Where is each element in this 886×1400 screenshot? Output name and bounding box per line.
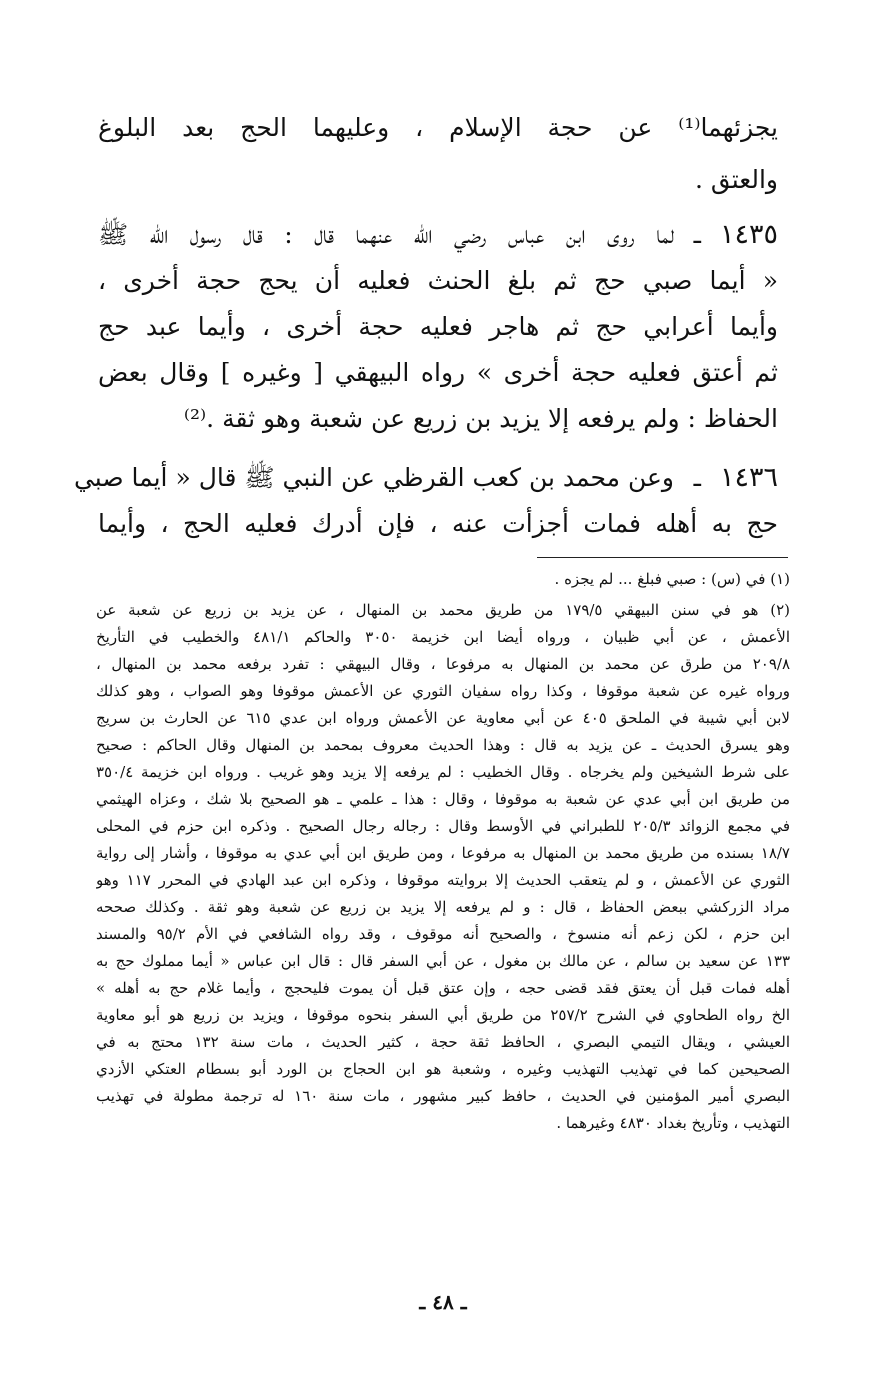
main-text-line: يجزئهما⁽¹⁾ عن حجة الإسلام ، وعليهما الحج بعد البلوغ bbox=[98, 113, 778, 142]
footnote-line: على شرط الشيخين ولم يخرجاه . وقال الخطيب : لم يرفعه إلا يزيد وهو غريب . ورواه ابن خزيمة ٣٥٠/٤ bbox=[96, 763, 790, 781]
footnote-line: (١) في (س) : صبي فبلغ ... لم يجزه . bbox=[554, 570, 790, 588]
footnote-line: الثوري عن الأعمش ، و لم يتعقب الحديث إلا بروايته موقوفا ، وذكره ابن عبد الهادي في المحرر ١١٧ وهو bbox=[96, 871, 790, 889]
hadith-1435-line: ثم أعتق فعليه حجة أخرى » رواه البيهقي [ وغيره ] وقال بعض bbox=[98, 358, 778, 387]
footnote-line: ابن حزم ، لكن زعم أنه منسوخ ، والصحيح أنه موقوف ، وقد رواه الشافعي في الأم ٩٥/٢ والمسند bbox=[96, 925, 790, 943]
footnote-line: لابن أبي شيبة في الملحق ٤٠٥ عن أبي معاوية عن الأعمش ورواه ابن عدي ٦١٥ عن الحارث بن سريج bbox=[96, 709, 790, 727]
footnote-line: من طريق ابن أبي عدي عن شعبة به موقوفا ، وقال : هذا ـ علمي ـ هو الصحيح بلا شك ، وعزاه الهيثمي bbox=[96, 790, 790, 808]
footnote-line: ٢٠٩/٨ من طرق عن محمد بن المنهال به مرفوعا ، وقال البيهقي : تفرد برفعه محمد بن المنهال ، bbox=[96, 655, 790, 673]
footnote-line: (٢) هو في سنن البيهقي ١٧٩/٥ من طريق محمد بن المنهال ، عن يزيد بن زريع عن شعبة عن bbox=[96, 601, 790, 619]
hadith-number-1435: ١٤٣٥ bbox=[719, 219, 778, 250]
footnote-line: الصحيحين كما في تهذيب التهذيب وغيره ، وشعبة هو ابن الحجاج بن الورد أبو بسطام العتكي الأزدي bbox=[96, 1060, 790, 1078]
main-text-line: والعتق . bbox=[695, 165, 778, 194]
page-number: ـ ٤٨ ـ bbox=[419, 1290, 467, 1314]
hadith-1435-line: لما روى ابن عباس رضي الله عنهما قال : قال رسول الله ﷺ bbox=[98, 220, 674, 249]
footnote-line: الخ رواه الطحاوي في الشرح ٢٥٧/٢ من طريق أبي السفر بنحوه موقوفا ، ويزيد بن زريع هو أبو معاوية bbox=[96, 1006, 790, 1024]
footnote-line: ١٣٣ عن سعيد بن سالم ، عن مالك بن مغول ، عن أبي السفر قال : قال ابن عباس « أيما مملوك حج به bbox=[96, 952, 790, 970]
footnote-line: أهله فمات قبل أن يعتق فقد قضى حجه ، وإن عتق قبل أن يموت فليحجج ، وأيما غلام حج به أهله » bbox=[96, 979, 790, 997]
hadith-1435-line: « أيما صبي حج ثم بلغ الحنث فعليه أن يحج حجة أخرى ، bbox=[98, 266, 778, 295]
footnote-line: في مجمع الزوائد ٢٠٥/٣ للطبراني في الأوسط وقال : رجاله رجال الصحيح . وذكره ابن حزم في المحلى bbox=[96, 817, 790, 835]
hadith-1435-line: وأيما أعرابي حج ثم هاجر فعليه حجة أخرى ، وأيما عبد حج bbox=[98, 312, 778, 341]
footnote-line: وهو يسرق الحديث ـ عن يزيد به قال : وهذا الحديث معروف بمحمد بن المنهال وقال الحاكم : صحيح bbox=[96, 736, 790, 754]
footnote-line: البصري أمير المؤمنين في الحديث ، حافظ كبير مشهور ، مات سنة ١٦٠ له ترجمة مطولة في تهذيب bbox=[96, 1087, 790, 1105]
hadith-dash: ـ bbox=[693, 463, 701, 492]
hadith-dash: ـ bbox=[693, 220, 701, 249]
hadith-1436-line: حج به أهله فمات أجزأت عنه ، فإن أدرك فعليه الحج ، وأيما bbox=[98, 509, 778, 538]
hadith-1435-line: الحفاظ : ولم يرفعه إلا يزيد بن زريع عن شعبة وهو ثقة .⁽²⁾ bbox=[183, 404, 778, 433]
footnote-line: التهذيب ، وتأريخ بغداد ٤٨٣٠ وغيرهما . bbox=[556, 1114, 790, 1132]
footnote-line: العيشي ، ويقال التيمي البصري ، الحافظ ثقة حجة ، كثير الحديث ، مات سنة ١٣٢ محتج به في bbox=[96, 1033, 790, 1051]
hadith-number-1436: ١٤٣٦ bbox=[719, 462, 778, 493]
footnote-line: ١٨/٧ بسنده من طريق محمد بن المنهال به مرفوعا ، ومن طريق ابن أبي عدي به موقوفا ، وأشار إلى رواية bbox=[96, 844, 790, 862]
footnote-line: مراد الزركشي ببعض الحفاظ ، قال : و لم يرفعه إلا يزيد بن زريع عن شعبة وهو ثقة . وكذلك صححه bbox=[96, 898, 790, 916]
footnote-line: الأعمش ، عن أبي ظبيان ، ورواه أيضا ابن خزيمة ٣٠٥٠ والحاكم ٤٨١/١ والخطيب في التأريخ bbox=[96, 628, 790, 646]
hadith-1436-line: وعن محمد بن كعب القرظي عن النبي ﷺ قال « أيما صبي bbox=[73, 463, 674, 492]
footnote-line: ورواه غيره عن شعبة موقوفا ، وكذا رواه سفيان الثوري عن الأعمش موقوفا وهو الصواب ، وهو كذلك bbox=[96, 682, 790, 700]
footnote-separator bbox=[537, 557, 788, 558]
